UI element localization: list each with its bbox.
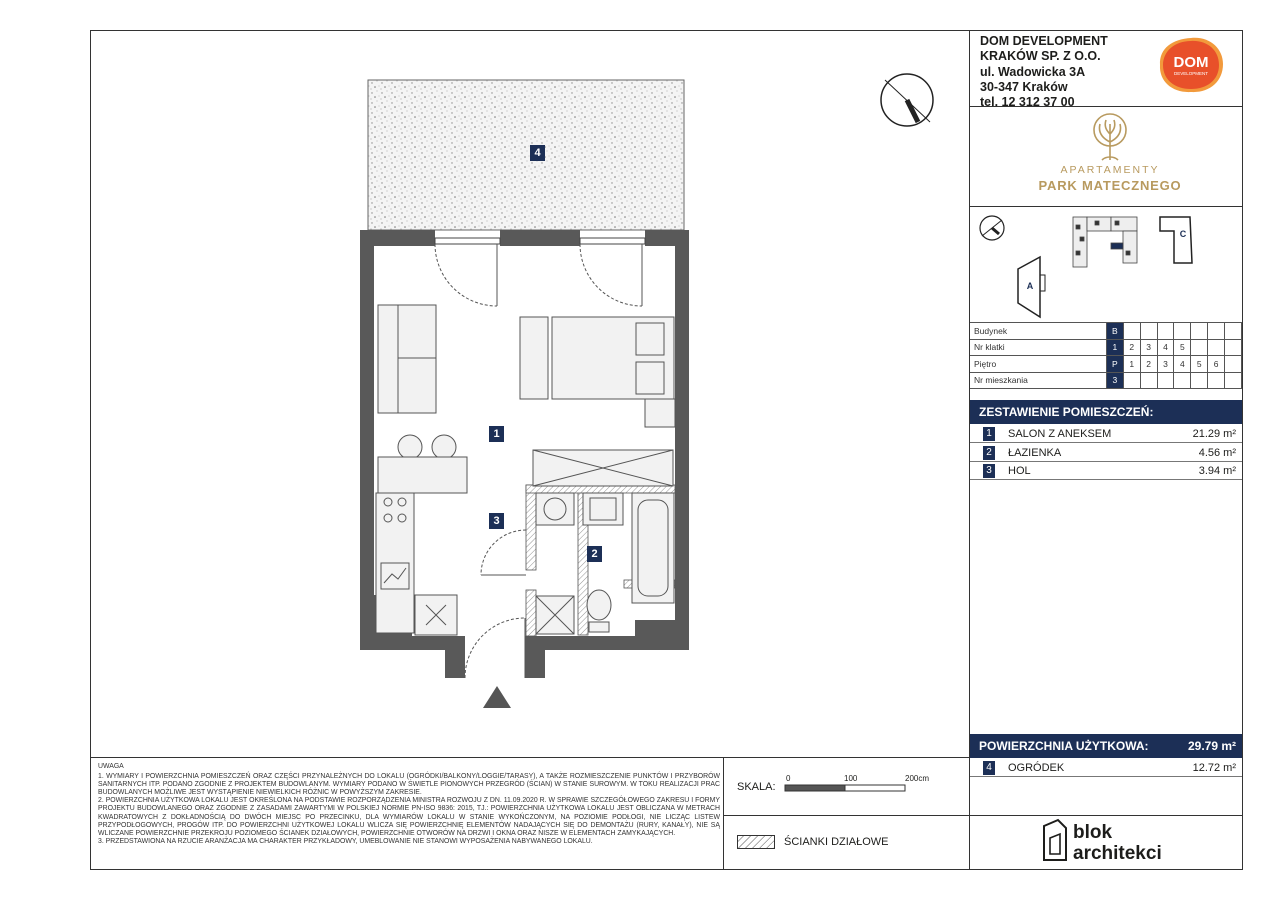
location-table-cell (1174, 372, 1191, 389)
garden-number: 4 (983, 761, 995, 775)
room-row (970, 444, 1242, 462)
room-area: 3.94 m² (1198, 465, 1236, 477)
keyplan-building-b (1073, 217, 1137, 267)
room-number: 3 (983, 464, 995, 478)
location-table-label: Piętro (970, 356, 1106, 373)
keyplan-label-a: A (1026, 281, 1034, 291)
location-table-row (970, 356, 1242, 373)
plan-label-salon: 1 (489, 426, 504, 442)
location-table-cell (1191, 323, 1208, 340)
location-table-cell (1225, 356, 1242, 373)
usable-area-total (970, 734, 1242, 758)
location-table-cell: 4 (1157, 339, 1174, 356)
location-table-cell: 2 (1140, 356, 1157, 373)
keyplan (970, 207, 1242, 321)
location-table-cell: B (1106, 323, 1123, 340)
note-3: 3. PRZEDSTAWIONA NA RZUCIE ARANŻACJA MA CHARAKTER PRZYKŁADOWY, UMEBLOWANIE NIE STANOWI WYPOSAŻENIA NABYWANEGO LOKALU. (98, 837, 593, 845)
location-table-cell (1140, 323, 1157, 340)
rooms-title: ZESTAWIENIE POMIESZCZEŃ: (970, 400, 1242, 424)
partition-wall-swatch (737, 835, 775, 849)
architect-name (1073, 822, 1162, 864)
note-1: 1. WYMIARY I POWIERZCHNIA POMIESZCZEŃ ORAZ CZĘŚCI PRZYNALEŻNYCH DO LOKALU (OGRÓDKI/BALKONY/LOGGIE/TARASY), A TAKŻE ROZMIESZCZENIE PUNKTÓW I PRZYBORÓW SANITARNYCH ITP. PODANO ZGODNIE Z PROJEKTEM BUDOWLANYM. WYMIARY PODANO W ŚWIETLE PIONOWYCH PRZEGRÓD (ŚCIAN) W STANIE SUROWYM. W TOKU REALIZACJI PRAC BUDOWLANYCH MOŻLIWE JEST WYSTĄPIENIE NIEWIELKICH RÓŻNIC W POWYŻSZYM ZAKRESIE. (98, 773, 720, 797)
location-table-cell (1208, 372, 1225, 389)
blok-architekci-logo-icon (1040, 818, 1070, 864)
location-table-cell (1157, 323, 1174, 340)
location-table-cell (1208, 323, 1225, 340)
location-table-cell (1140, 372, 1157, 389)
location-table-cell (1157, 372, 1174, 389)
location-table-cell (1225, 323, 1242, 340)
room-name: SALON Z ANEKSEM (1008, 428, 1112, 440)
company-city: 30-347 Kraków (980, 79, 1068, 94)
company-street: ul. Wadowicka 3A (980, 64, 1086, 79)
project-name-line1: APARTAMENTY (1060, 164, 1160, 176)
divider-architect (969, 815, 1243, 816)
location-table-row (970, 339, 1242, 356)
location-table-cell: P (1106, 356, 1123, 373)
legend-label: ŚCIANKI DZIAŁOWE (784, 836, 889, 848)
location-table-cell (1191, 339, 1208, 356)
location-table-label: Budynek (970, 323, 1106, 340)
room-number: 1 (983, 427, 995, 441)
scale-tick-200: 200cm (905, 774, 930, 783)
location-table-label: Nr klatki (970, 339, 1106, 356)
notes-heading: UWAGA (98, 763, 124, 770)
divider-scale-legend (723, 815, 969, 816)
project-name-line2: PARK MATECZNEGO (1038, 178, 1182, 193)
scale-label: SKALA: (737, 781, 776, 793)
floor-plan (340, 60, 960, 720)
room-number: 2 (983, 446, 995, 460)
location-table (970, 322, 1242, 389)
location-table-cell (1225, 372, 1242, 389)
location-table-row (970, 372, 1242, 389)
location-table-cell: 5 (1174, 339, 1191, 356)
architect-line1: blok (1073, 822, 1113, 843)
scale-bar (784, 784, 908, 792)
scale-tick-100: 100 (844, 774, 858, 783)
company-name: DOM DEVELOPMENT (980, 34, 1108, 48)
location-table-cell (1174, 323, 1191, 340)
location-table-cell: 3 (1140, 339, 1157, 356)
dom-logo-text: DOM (1173, 54, 1209, 71)
location-table-cell: 2 (1123, 339, 1140, 356)
room-area: 4.56 m² (1198, 446, 1236, 459)
keyplan-building-c (1160, 217, 1192, 263)
tree-emblem-icon (1088, 112, 1132, 162)
location-table-cell (1225, 339, 1242, 356)
location-table-cell: 6 (1208, 356, 1225, 373)
garden-name: OGRÓDEK (1008, 762, 1065, 774)
company-info (980, 34, 1108, 110)
dom-logo-subtext: DEVELOPMENT (1173, 71, 1209, 76)
company-phone: tel. 12 312 37 00 (980, 95, 1075, 110)
scale-tick-0: 0 (786, 774, 791, 783)
location-table-cell: 5 (1191, 356, 1208, 373)
room-name: HOL (1008, 465, 1031, 477)
plan-label-hol: 3 (489, 513, 504, 529)
location-table-label: Nr mieszkania (970, 372, 1106, 389)
compass-icon (881, 74, 933, 126)
location-table-cell: 1 (1123, 356, 1140, 373)
usable-area-label: POWIERZCHNIA UŻYTKOWA: (979, 739, 1149, 753)
project-logo (1030, 112, 1190, 198)
location-table-row (970, 323, 1242, 340)
location-table-cell: 3 (1106, 372, 1123, 389)
location-table-cell (1208, 339, 1225, 356)
room-row (970, 425, 1242, 443)
room-name: ŁAZIENKA (1008, 446, 1062, 459)
notes (98, 763, 720, 846)
plan-label-lazienka: 2 (587, 546, 602, 562)
location-table-cell: 1 (1106, 339, 1123, 356)
garden-row (970, 759, 1242, 777)
compass-small-icon (980, 216, 1004, 240)
garden-area: 12.72 m² (1192, 762, 1236, 774)
keyplan-label-c: C (1179, 229, 1187, 239)
room-area: 21.29 m² (1192, 428, 1236, 440)
location-table-cell: 4 (1174, 356, 1191, 373)
location-table-cell: 3 (1157, 356, 1174, 373)
divider-notes-scale (723, 757, 724, 870)
architect-line2: architekci (1073, 843, 1162, 864)
room-row (970, 462, 1242, 480)
location-table-cell (1123, 372, 1140, 389)
entrance-arrow-icon (483, 686, 511, 708)
company-branch: KRAKÓW SP. Z O.O. (980, 49, 1101, 64)
note-2: 2. POWIERZCHNIA UŻYTKOWA LOKALU JEST OKREŚLONA NA PODSTAWIE ROZPORZĄDZENIA MINISTRA ROZWOJU Z DN. 11.09.2020 R. W SPRAWIE SZCZEGÓŁOWEGO ZAKRESU I FORMY PROJEKTU BUDOWLANEGO ORAZ ZGODNIE Z ZASADAMI ZAWARTYMI W POLSKIEJ NORMIE PN-ISO 9836: 2015, TJ.: POWIERZCHNIA UŻYTKOWA LOKALU JEST OBLICZANA W METRACH KWADRATOWYCH Z DOKŁADNOŚCIĄ DO DWÓCH MIEJSC PO PRZECINKU, DLA WYMIARÓW LOKALU W STANIE WYKOŃCZONYM, NA POZIOMIE PODŁOGI, NIE LICZĄC LISTEW PRZYPODŁOGOWYCH, PROGÓW ITP. DO POWIERZCHNI UŻYTKOWEJ LOKALU WLICZA SIĘ POWIERZCHNIĘ ELEMENTÓW NADAJĄCYCH SIĘ DO DEMONTAŻU (RURY, KANAŁY), NIE SĄ WLICZANE POWIERZCHNIE PRZEKROJU POZIOMEGO ŚCIANEK DZIAŁOWYCH, POWIERZCHNIE OTWORÓW NA DRZWI I OKNA ORAZ NISZE W ELEMENTACH ZAMYKAJĄCYCH. (98, 797, 720, 837)
garden-area-shape (368, 80, 684, 230)
plan-label-ogrodek: 4 (530, 145, 545, 161)
dom-development-logo (1157, 36, 1225, 94)
location-table-cell (1123, 323, 1140, 340)
usable-area-value: 29.79 m² (1187, 739, 1236, 753)
location-table-cell (1191, 372, 1208, 389)
